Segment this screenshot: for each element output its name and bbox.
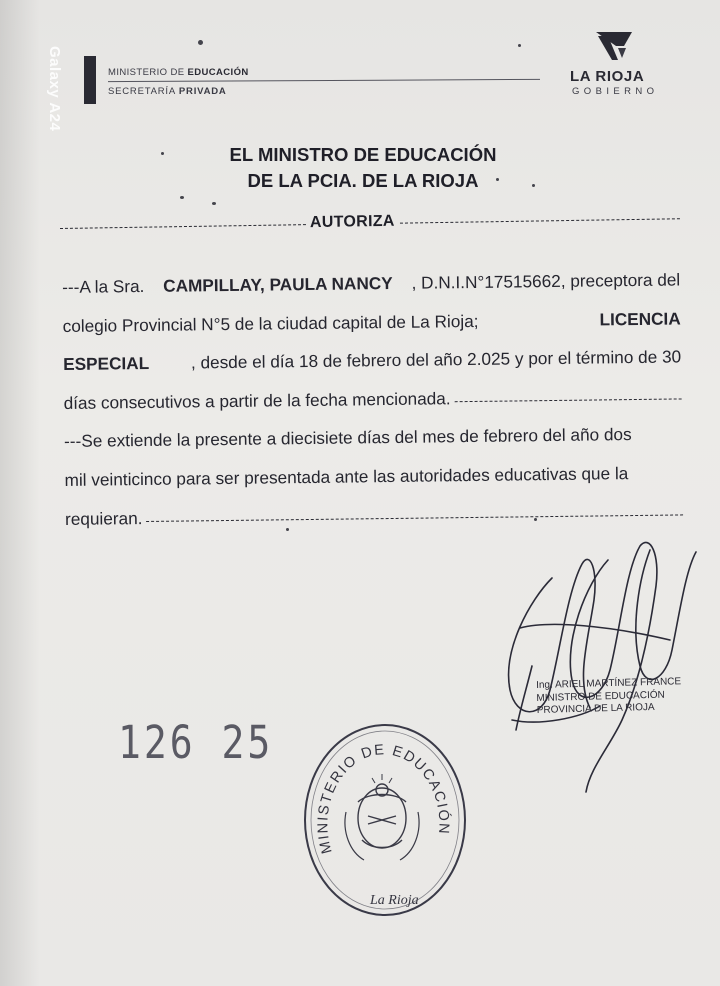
l6: mil veinticinco para ser presentada ante las autoridades educativas que la (64, 463, 629, 490)
letterhead-bar (84, 56, 96, 104)
body-text (62, 260, 683, 538)
l7-dashes (146, 514, 683, 522)
ministry-prefix: MINISTERIO DE (108, 67, 188, 78)
registry-number: 126 25 (118, 716, 274, 769)
logo-name: LA RIOJA (570, 68, 645, 85)
l1-c: , D.N.I.N°17515662, preceptora del (411, 269, 681, 293)
ministry-seal-icon (302, 722, 468, 918)
teacher-name: CAMPILLAY, PAULA NANCY (163, 272, 393, 296)
signer-province: PROVINCIA DE LA RIOJA (536, 701, 655, 716)
camera-watermark: Galaxy A24 (46, 46, 63, 132)
signer-name: Ing. ARIEL MARTÍNEZ FRANCE (536, 676, 682, 691)
l4: días consecutivos a partir de la fecha mencionada. (63, 388, 451, 413)
seal-ring-text: MINISTERIO DE EDUCACIÓN (315, 742, 452, 856)
l2-a: colegio Provincial N°5 de la ciudad capital de La Rioja; (62, 310, 479, 336)
speck (198, 40, 203, 45)
dash-left (60, 224, 306, 229)
letterhead-rule (108, 79, 540, 82)
l7: requieran. (64, 507, 143, 529)
signature-icon (490, 530, 720, 810)
ministry-bold: EDUCACIÓN (187, 67, 249, 78)
l4-dashes (455, 398, 682, 402)
l3-b: , desde el día 18 de febrero del año 2.025 y por el término de 30 (190, 346, 682, 373)
signer-role: MINISTRO DE EDUCACIÓN (536, 689, 665, 704)
speck (518, 44, 521, 47)
title-line-2: DE LA PCIA. DE LA RIOJA (247, 170, 479, 191)
dash-right (400, 218, 680, 223)
authorize-heading (60, 206, 680, 240)
l1-a: ---A la Sra. (62, 275, 145, 297)
logo-subtitle: GOBIERNO (572, 86, 659, 97)
authorize-word: AUTORIZA (309, 212, 395, 232)
document-title (3, 142, 720, 194)
speck (496, 178, 499, 181)
secretaria-bold: PRIVADA (178, 86, 227, 97)
letterhead-secretaria (108, 86, 227, 97)
speck (532, 184, 535, 187)
speck (534, 518, 537, 521)
title-line-1: EL MINISTRO DE EDUCACIÓN (229, 144, 497, 165)
letterhead-ministry (108, 67, 249, 78)
special-word: ESPECIAL (63, 353, 150, 375)
la-rioja-logo-icon (594, 28, 634, 64)
speck (286, 528, 289, 531)
l5: ---Se extiende la presente a diecisiete días del mes de febrero del año dos (63, 424, 632, 452)
speck (161, 152, 164, 155)
secretaria-prefix: SECRETARÍA (108, 86, 179, 97)
signer-block (536, 676, 682, 717)
license-word: LICENCIA (599, 308, 681, 330)
speck (212, 202, 216, 205)
speck (180, 196, 184, 199)
seal-bottom-text: La Rioja (370, 893, 419, 908)
